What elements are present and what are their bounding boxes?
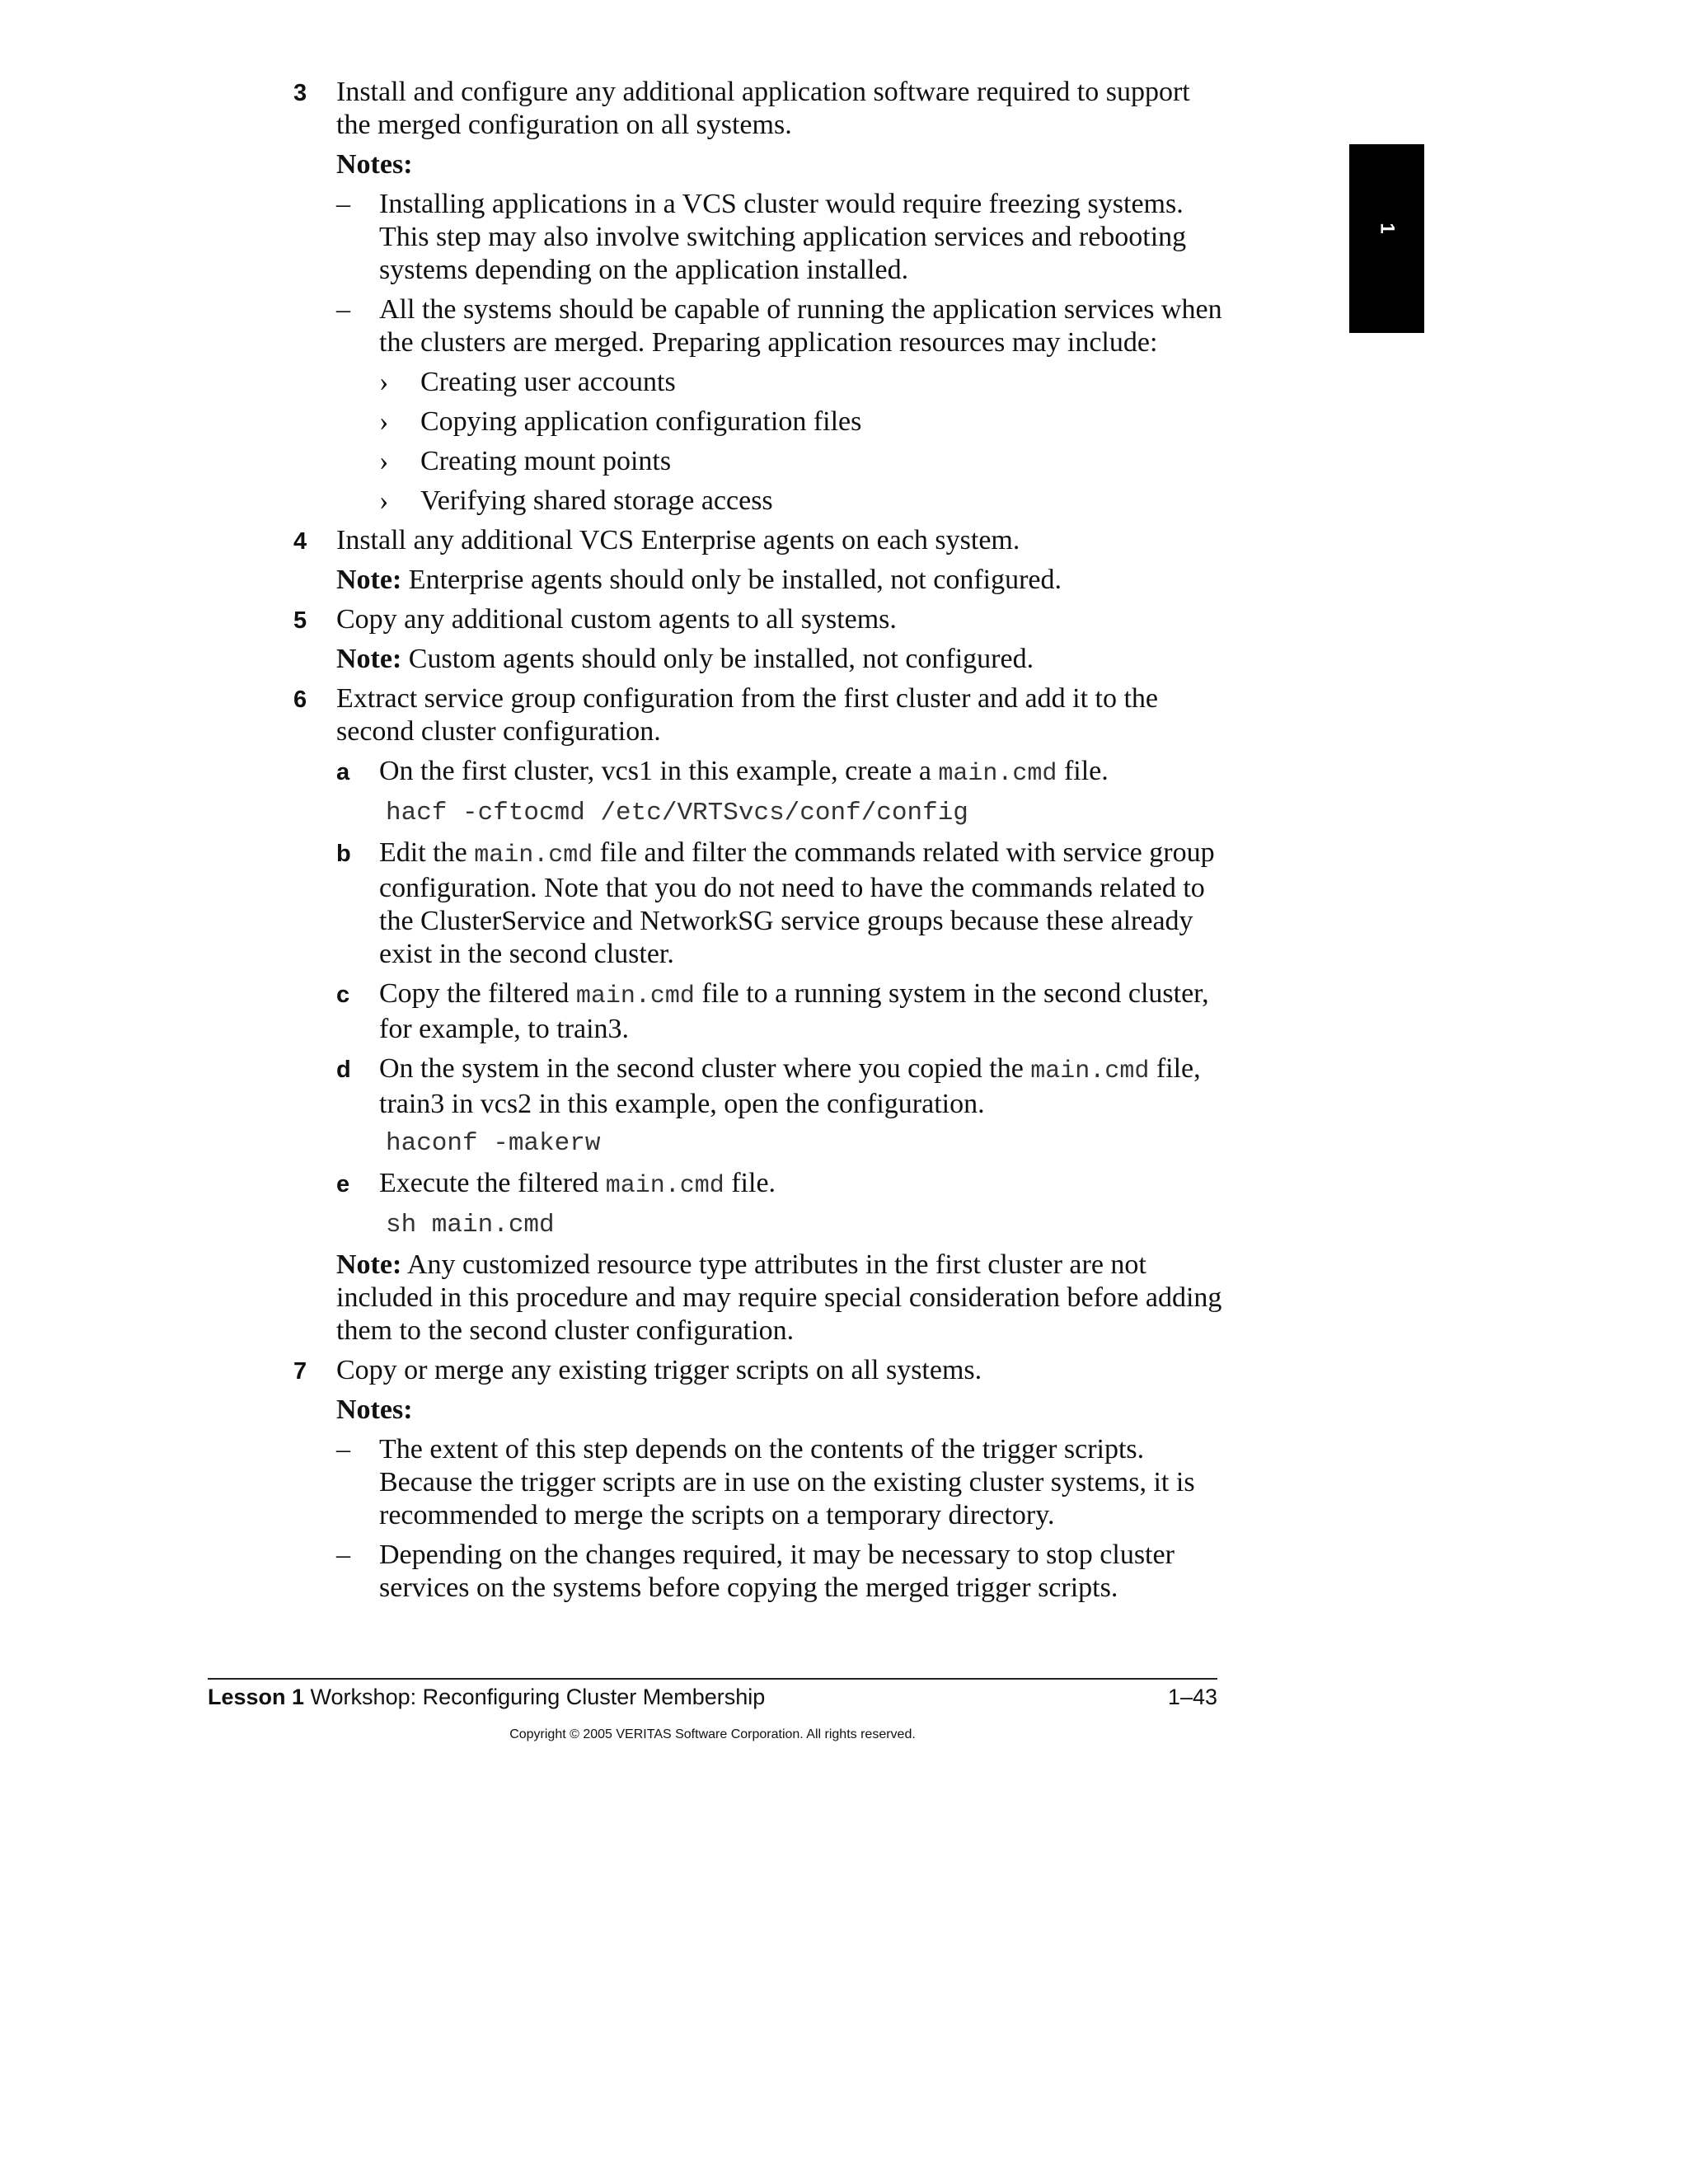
substep-text: Execute the filtered <box>379 1168 606 1198</box>
footer-lesson <box>208 1685 765 1710</box>
note-text: Installing applications in a VCS cluster would require freezing systems. This step may also involve switching application services and rebooting systems depending on the application installed. <box>379 189 1187 285</box>
note-label: Note: <box>336 565 402 595</box>
substep-text: On the system in the second cluster where you copied the <box>379 1053 1031 1084</box>
command-line: hacf -cftocmd /etc/VRTSvcs/conf/config <box>386 799 968 827</box>
note-item <box>336 1539 1225 1605</box>
step-text: Copy any additional custom agents to all systems. <box>336 604 897 635</box>
substep-text: Edit the <box>379 837 475 868</box>
step-7 <box>293 1354 1225 1605</box>
substep-text: file to a running system in the second cluster, for example, to train3. <box>379 978 1209 1044</box>
note-text: All the systems should be capable of running the application services when the clusters are merged. Preparing application resources may include: <box>379 294 1222 358</box>
inline-code: main.cmd <box>474 841 593 869</box>
note-line <box>336 643 1225 676</box>
step-number: 7 <box>293 1358 307 1385</box>
bullet-text: Creating mount points <box>420 446 672 476</box>
bullet-item <box>336 405 1225 438</box>
lesson-label: Lesson 1 <box>208 1685 305 1709</box>
copyright-notice: Copyright © 2005 VERITAS Software Corporation. All rights reserved. <box>509 1727 916 1741</box>
bullet-item <box>336 445 1225 478</box>
step-5 <box>293 603 1225 676</box>
inline-code: main.cmd <box>605 1172 724 1200</box>
bullet-item <box>336 366 1225 399</box>
substep-text: file, train3 in vcs2 in this example, open the configuration. <box>379 1053 1201 1119</box>
step-number: 5 <box>293 607 307 634</box>
note-item <box>336 188 1225 287</box>
inline-code: main.cmd <box>575 982 695 1010</box>
dash-marker: – <box>336 189 350 219</box>
note-line <box>336 1249 1225 1347</box>
dash-marker: – <box>336 1434 350 1465</box>
bullet-item <box>336 485 1225 518</box>
substep-text: Copy the filtered <box>379 978 576 1009</box>
note-label: Note: <box>336 644 402 674</box>
dash-marker: – <box>336 1540 350 1570</box>
substep-text: file and filter the commands related with service group configuration. Note that you do not need to have the commands related to the ClusterService and NetworkSG service groups because these already exist in the second cluster. <box>379 837 1215 969</box>
step-4 <box>293 524 1225 597</box>
step-text: Copy or merge any existing trigger scripts on all systems. <box>336 1355 982 1385</box>
step-text: Install and configure any additional application software required to support the merged configuration on all systems. <box>336 77 1190 140</box>
footer-rule <box>208 1678 1217 1680</box>
notes-heading: Notes: <box>336 149 413 180</box>
note-line <box>336 564 1225 597</box>
note-item <box>336 1433 1225 1532</box>
chapter-tab <box>1349 144 1424 333</box>
page-body <box>293 76 1225 1611</box>
step-3 <box>293 76 1225 518</box>
note-text: Enterprise agents should only be installed, not configured. <box>401 565 1062 595</box>
step-number: 6 <box>293 687 307 713</box>
notes-heading: Notes: <box>336 1394 413 1425</box>
substep-letter: d <box>336 1057 351 1083</box>
lesson-title: Workshop: Reconfiguring Cluster Membership <box>304 1685 766 1709</box>
command-line: haconf -makerw <box>386 1129 601 1158</box>
substep-letter: e <box>336 1171 350 1197</box>
page-number: 1–43 <box>1167 1685 1217 1709</box>
substep-text: On the first cluster, vcs1 in this example, create a <box>379 756 939 786</box>
note-text: The extent of this step depends on the contents of the trigger scripts. Because the trigger scripts are in use on the existing cluster systems, it is recommended to merge the scripts on a temporary directory. <box>379 1434 1195 1530</box>
note-text: Custom agents should only be installed, not configured. <box>401 644 1034 674</box>
chevron-marker: › <box>379 446 389 476</box>
chevron-marker: › <box>379 367 389 397</box>
substep-b <box>336 837 1225 971</box>
substep-e <box>336 1167 1225 1202</box>
note-text: Depending on the changes required, it may be necessary to stop cluster services on the systems before copying the merged trigger scripts. <box>379 1540 1175 1603</box>
substep-letter: c <box>336 982 350 1008</box>
dash-marker: – <box>336 294 350 325</box>
chevron-marker: › <box>379 485 389 516</box>
substep-text: file. <box>724 1168 776 1198</box>
note-item <box>336 293 1225 359</box>
bullet-text: Verifying shared storage access <box>420 485 773 516</box>
substep-c <box>336 977 1225 1046</box>
substep-letter: a <box>336 759 350 785</box>
substep-letter: b <box>336 841 351 867</box>
bullet-text: Copying application configuration files <box>420 406 862 437</box>
step-text: Extract service group configuration from the first cluster and add it to the second cluster configuration. <box>336 683 1159 747</box>
chapter-tab-number: 1 <box>1376 223 1399 234</box>
chevron-marker: › <box>379 406 389 437</box>
step-6 <box>293 682 1225 1347</box>
substep-text: file. <box>1057 756 1109 786</box>
substep-a <box>336 755 1225 790</box>
note-label: Note: <box>336 1249 402 1280</box>
inline-code: main.cmd <box>1030 1057 1150 1085</box>
step-number: 3 <box>293 80 307 106</box>
command-line: sh main.cmd <box>386 1211 555 1240</box>
step-number: 4 <box>293 528 307 555</box>
note-text: Any customized resource type attributes in the first cluster are not included in this procedure and may require special consideration before adding them to the second cluster configuration. <box>336 1249 1222 1346</box>
substep-d <box>336 1052 1225 1121</box>
inline-code: main.cmd <box>938 760 1057 788</box>
bullet-text: Creating user accounts <box>420 367 676 397</box>
step-text: Install any additional VCS Enterprise agents on each system. <box>336 525 1020 555</box>
